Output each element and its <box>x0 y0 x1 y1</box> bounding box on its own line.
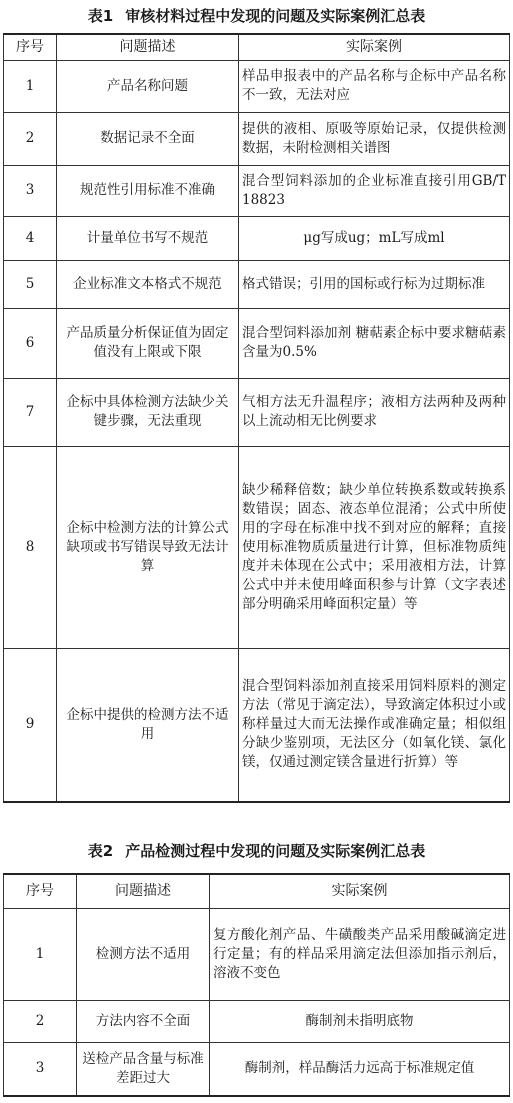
row-index: 4 <box>4 216 57 260</box>
row-index: 6 <box>4 308 57 378</box>
table-row <box>4 1042 510 1096</box>
table-row <box>4 165 510 216</box>
row-index: 5 <box>4 260 57 308</box>
row-index: 2 <box>4 1000 77 1042</box>
table2-header-case: 实际案例 <box>210 874 510 908</box>
table-row <box>4 648 510 802</box>
problem-description: 企业标准文本格式不规范 <box>57 260 239 308</box>
case-example: 酶制剂，样品酶活力远高于标准规定值 <box>210 1042 510 1096</box>
problem-description: 产品质量分析保证值为固定值没有上限或下限 <box>57 308 239 378</box>
case-example: 缺少稀释倍数；缺少单位转换系数或转换系数错误；固态、液态单位混淆；公式中所使用的字母在标准中找不到对应的解释；直接使用标准物质质量进行计算，但标准物质纯度并未体现在公式中；采用液相方法，计算公式中并未使用峰面积参与计算（文字表述部分明确采用峰面积定量）等 <box>239 446 510 648</box>
row-index: 1 <box>4 60 57 112</box>
problem-description: 企标中提供的检测方法不适用 <box>57 648 239 802</box>
problem-description: 企标中具体检测方法缺少关键步骤，无法重现 <box>57 378 239 446</box>
table2 <box>3 873 510 1097</box>
table2-header-row <box>4 874 510 908</box>
case-example: μg写成ug；mL写成ml <box>239 216 510 260</box>
table1-header-case: 实际案例 <box>239 34 510 60</box>
case-example: 复方酸化剂产品、牛磺酸类产品采用酸碱滴定进行定量；有的样品采用滴定法但添加指示剂后，溶液不变色 <box>210 908 510 1000</box>
case-example: 混合型饲料添加剂 糖萜素企标中要求糖萜素含量为0.5% <box>239 308 510 378</box>
table1-title: 审核材料过程中发现的问题及实际案例汇总表 <box>125 7 426 25</box>
table-row <box>4 908 510 1000</box>
row-index: 8 <box>4 446 57 648</box>
problem-description: 企标中检测方法的计算公式缺项或书写错误导致无法计算 <box>57 446 239 648</box>
table2-header-problem: 问题描述 <box>77 874 210 908</box>
table1-header-row <box>4 34 510 60</box>
row-index: 1 <box>4 908 77 1000</box>
table-row <box>4 260 510 308</box>
table-row <box>4 1000 510 1042</box>
table2-header-index: 序号 <box>4 874 77 908</box>
problem-description: 送检产品含量与标准差距过大 <box>77 1042 210 1096</box>
table-row <box>4 216 510 260</box>
row-index: 3 <box>4 1042 77 1096</box>
case-example: 混合型饲料添加剂直接采用饲料原料的测定方法（常见于滴定法），导致滴定体积过小或称样量过大而无法操作或准确定量；相似组分缺少鉴别项，无法区分（如氧化镁、氯化镁，仅通过测定镁含量进行折算）等 <box>239 648 510 802</box>
problem-description: 规范性引用标准不准确 <box>57 165 239 216</box>
table1-header-index: 序号 <box>4 34 57 60</box>
row-index: 3 <box>4 165 57 216</box>
table-row <box>4 60 510 112</box>
problem-description: 方法内容不全面 <box>77 1000 210 1042</box>
case-example: 提供的液相、原吸等原始记录，仅提供检测数据，未附检测相关谱图 <box>239 112 510 165</box>
table2-label: 表2 <box>87 842 114 860</box>
problem-description: 计量单位书写不规范 <box>57 216 239 260</box>
table-row <box>4 112 510 165</box>
table1 <box>3 33 510 803</box>
table2-caption <box>0 841 513 861</box>
row-index: 2 <box>4 112 57 165</box>
case-example: 样品申报表中的产品名称与企标中产品名称不一致，无法对应 <box>239 60 510 112</box>
problem-description: 数据记录不全面 <box>57 112 239 165</box>
table-row <box>4 308 510 378</box>
row-index: 9 <box>4 648 57 802</box>
table1-label: 表1 <box>87 7 114 25</box>
table1-header-problem: 问题描述 <box>57 34 239 60</box>
table2-title: 产品检测过程中发现的问题及实际案例汇总表 <box>125 842 426 860</box>
case-example: 混合型饲料添加的企业标准直接引用GB/T 18823 <box>239 165 510 216</box>
case-example: 气相方法无升温程序；液相方法两种及两种以上流动相无比例要求 <box>239 378 510 446</box>
case-example: 格式错误；引用的国标或行标为过期标准 <box>239 260 510 308</box>
case-example: 酶制剂未指明底物 <box>210 1000 510 1042</box>
row-index: 7 <box>4 378 57 446</box>
problem-description: 检测方法不适用 <box>77 908 210 1000</box>
table-row <box>4 446 510 648</box>
table1-caption <box>0 6 513 26</box>
problem-description: 产品名称问题 <box>57 60 239 112</box>
table-row <box>4 378 510 446</box>
